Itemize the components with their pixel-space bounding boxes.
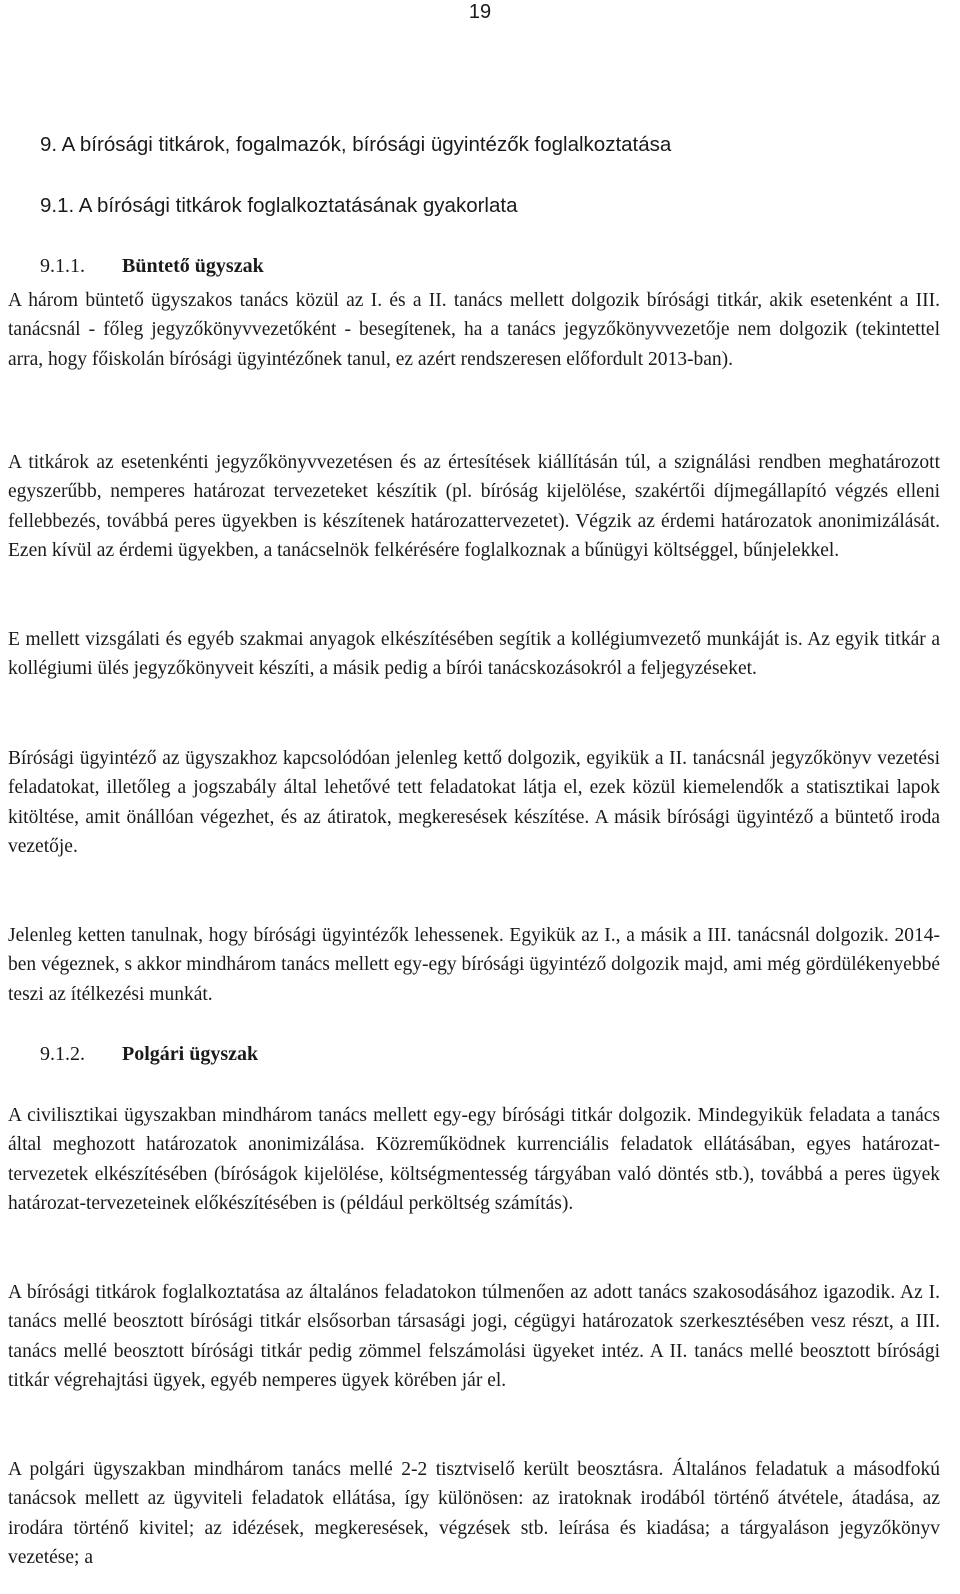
subsection-number: 9.1.2.: [40, 1043, 85, 1065]
subsection-heading-criminal: [40, 253, 264, 279]
paragraph: A polgári ügyszakban mindhárom tanács mellé 2-2 tisztviselő került beosztásra. Általános feladatuk a másodfokú tanácsok mellett az ügyviteli feladatok ellátása, így különösen: az iratoknak irodából történő átvétele, átadása, az irodára történő kivitel; az idézések, megkeresések, végzések stb. leírása és kiadása; a tárgyaláson jegyzőkönyv vezetése; a: [8, 1459, 940, 1569]
subsection-heading-civil: [40, 1041, 259, 1067]
paragraph: Bírósági ügyintéző az ügyszakhoz kapcsolódóan jelenleg kettő dolgozik, egyikük a II. tanácsnál jegyzőkönyv vezetési feladatokat, illetőleg a jogszabály által lehetővé tett feladatokat látja el, ezek közül kiemelendők a statisztikai lapok kitöltése, amit önállóan végezhet, és az átiratok, megkeresések készítése. A másik bírósági ügyintéző a büntető iroda vezetője.: [8, 748, 940, 858]
paragraph: A három büntető ügyszakos tanács közül az I. és a II. tanács mellett dolgozik bírósági titkár, akik esetenként a III. tanácsnál - főleg jegyzőkönyvvezetőként - besegítenek, ha a tanács jegyzőkönyvvezetője nem dolgozik (tekintettel arra, hogy főiskolán bírósági ügyintézőnek tanul, ez azért rendszeresen előfordult 2013-ban).: [8, 290, 940, 370]
page-number: 19: [468, 1, 492, 23]
subsection-title: Büntető ügyszak: [122, 255, 264, 277]
paragraph: A civilisztikai ügyszakban mindhárom tanács mellett egy-egy bírósági titkár dolgozik. Mindegyikük feladata a tanács által meghozott határozatok anonimizálása. Közreműködnek kurrenciális feladatok ellátásában, egyes határozat-tervezetek elkészítésében (bíróságok kijelölése, költségmentesség tárgyában való döntés stb.), továbbá a peres ügyek határozat-tervezeteinek előkészítésében is (például perköltség számítás).: [8, 1105, 940, 1215]
subsection-title: Polgári ügyszak: [122, 1043, 259, 1065]
chapter-heading: 9. A bírósági titkárok, fogalmazók, bírósági ügyintézők foglalkoztatása: [40, 133, 672, 156]
paragraph: A titkárok az esetenkénti jegyzőkönyvvezetésen és az értesítések kiállításán túl, a szignálási rendben meghatározott egyszerűbb, nemperes határozat tervezeteket készítik (pl. bíróság kijelölése, szakértői díjmegállapító végzés elleni fellebbezés, továbbá peres ügyekben is készítenek határozattervezetet). Végzik az érdemi határozatok anonimizálását. Ezen kívül az érdemi ügyekben, a tanácselnök felkérésére foglalkoznak a bűnügyi költséggel, bűnjelekkel.: [8, 452, 940, 562]
section-heading: 9.1. A bírósági titkárok foglalkoztatásának gyakorlata: [40, 194, 518, 217]
paragraph: A bírósági titkárok foglalkoztatása az általános feladatokon túlmenően az adott tanács szakosodásához igazodik. Az I. tanács mellé beosztott bírósági titkár elsősorban társasági jogi, cégügyi határozatok szerkesztésében vesz részt, a III. tanács mellé beosztott bírósági titkár pedig zömmel felszámolási ügyeket intéz. A II. tanács mellé beosztott bírósági titkár végrehajtási ügyek, egyéb nemperes ügyek körében jár el.: [8, 1282, 940, 1392]
paragraph: Jelenleg ketten tanulnak, hogy bírósági ügyintézők lehessenek. Egyikük az I., a másik a III. tanácsnál dolgozik. 2014-ben végeznek, s akkor mindhárom tanács mellett egy-egy bírósági ügyintéző dolgozik majd, ami még gördülékenyebbé teszi az ítélkezési munkát.: [8, 925, 940, 1005]
subsection-number: 9.1.1.: [40, 255, 85, 277]
paragraph: E mellett vizsgálati és egyéb szakmai anyagok elkészítésében segítik a kollégiumvezető munkáját is. Az egyik titkár a kollégiumi ülés jegyzőkönyveit készíti, a másik pedig a bírói tanácskozásokról a feljegyzéseket.: [8, 629, 940, 680]
